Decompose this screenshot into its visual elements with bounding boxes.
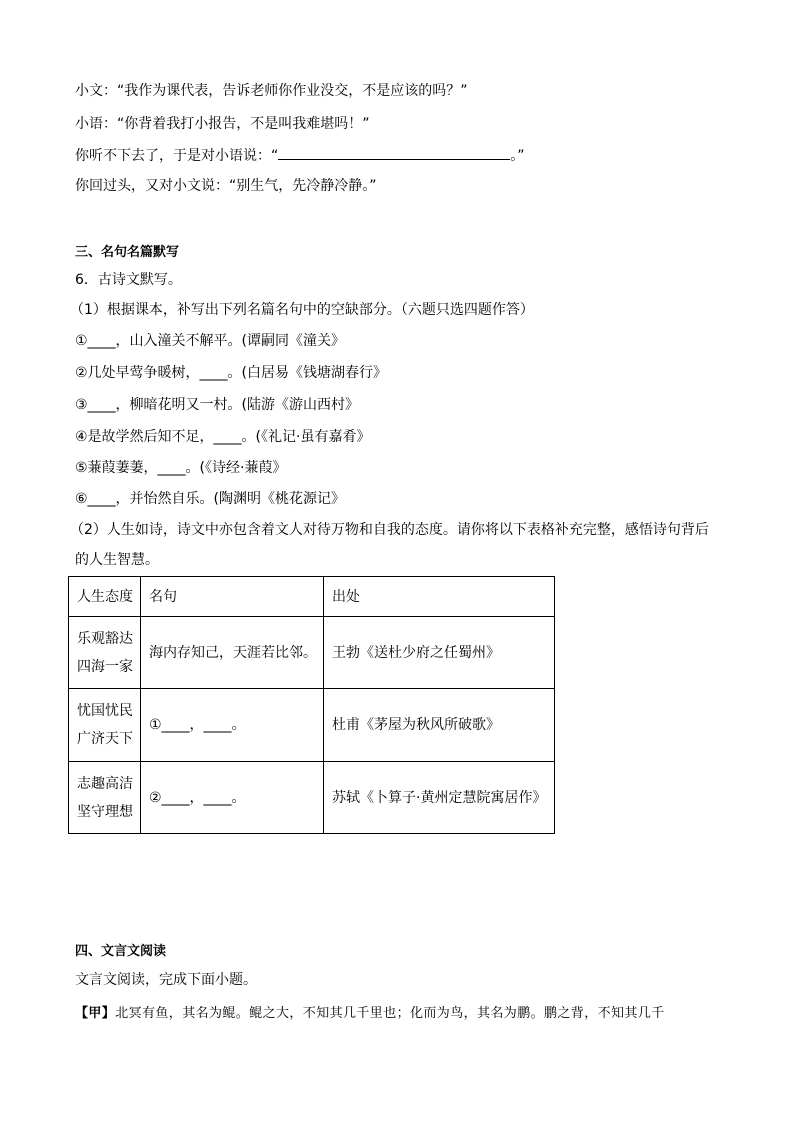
attitude-cell — [69, 689, 141, 762]
attitude-text: 坚守理想 — [77, 803, 133, 820]
question-title: 6．古诗文默写。 — [75, 272, 182, 288]
question-instruction: 的人生智慧。 — [75, 552, 159, 568]
attitude-text: 广济天下 — [77, 731, 133, 747]
table-header-row — [69, 577, 555, 617]
dictation-item: ②几处早莺争暖树，____。(白居易《钱塘湖春行》 — [75, 365, 388, 381]
dictation-item: ①____，山入潼关不解平。(谭嗣同《潼关》 — [75, 333, 346, 349]
table-row — [69, 617, 555, 689]
dialogue-line-xiaoyu: 小语：“你背着我打小报告，不是叫我难堪吗！” — [75, 116, 370, 132]
passage-tag: 【甲】 — [75, 1006, 116, 1021]
table-header: 人生态度 — [69, 577, 141, 617]
dialogue-line-reply: 你回过头，又对小文说：“别生气，先冷静冷静。” — [75, 178, 377, 194]
source-cell: 杜甫《茅屋为秋风所破歌》 — [324, 689, 555, 762]
table-header: 名句 — [141, 577, 324, 617]
quote-cell: 海内存知己，天涯若比邻。 — [141, 617, 324, 689]
table-header: 出处 — [324, 577, 555, 617]
table-row — [69, 762, 555, 834]
fill-in-suffix: 。” — [510, 148, 525, 164]
attitude-text: 四海一家 — [77, 658, 133, 675]
reading-instruction: 文言文阅读，完成下面小题。 — [75, 972, 257, 988]
dictation-item: ⑤蒹葭萋萋，____。(《诗经·蒹葭》 — [75, 460, 287, 476]
quote-cell[interactable]: ②____，____。 — [141, 762, 324, 834]
section-heading: 四、文言文阅读 — [75, 944, 167, 959]
dialogue-line-xiaowen: 小文：“我作为课代表，告诉老师你作业没交，不是应该的吗？” — [75, 83, 468, 99]
quote-cell[interactable]: ①____，____。 — [141, 689, 324, 762]
section-heading: 三、名句名篇默写 — [75, 245, 180, 260]
dictation-item: ⑥____，并怡然自乐。(陶渊明《桃花源记》 — [75, 491, 346, 507]
attitude-text: 忧国忧民 — [77, 703, 133, 719]
question-instruction: （1）根据课本，补写出下列名篇名句中的空缺部分。（六题只选四题作答） — [70, 302, 534, 318]
source-cell: 苏轼《卜算子·黄州定慧院寓居作》 — [324, 762, 555, 834]
attitude-cell — [69, 617, 141, 689]
fill-in-prefix: 你听不下去了，于是对小语说：“ — [75, 148, 279, 164]
dictation-item: ③____，柳暗花明又一村。(陆游《游山西村》 — [75, 397, 360, 413]
source-cell: 王勃《送杜少府之任蜀州》 — [324, 617, 555, 689]
life-attitude-table — [68, 576, 555, 834]
passage-text: 北冥有鱼，其名为鲲。鲲之大，不知其几千里也；化而为鸟，其名为鹏。鹏之背，不知其几千 — [115, 1006, 665, 1021]
attitude-text: 乐观豁达 — [77, 630, 133, 647]
answer-blank[interactable] — [278, 145, 510, 160]
dictation-item: ④是故学然后知不足，____。(《礼记·虽有嘉肴》 — [75, 429, 371, 445]
attitude-text: 志趣高洁 — [77, 775, 133, 792]
attitude-cell — [69, 762, 141, 834]
question-instruction: （2）人生如诗，诗文中亦包含着文人对待万物和自我的态度。请你将以下表格补充完整，感悟诗句背后 — [70, 522, 709, 538]
dialogue-line-fill-in — [75, 145, 525, 166]
table-row — [69, 689, 555, 762]
classical-passage — [75, 1002, 665, 1021]
